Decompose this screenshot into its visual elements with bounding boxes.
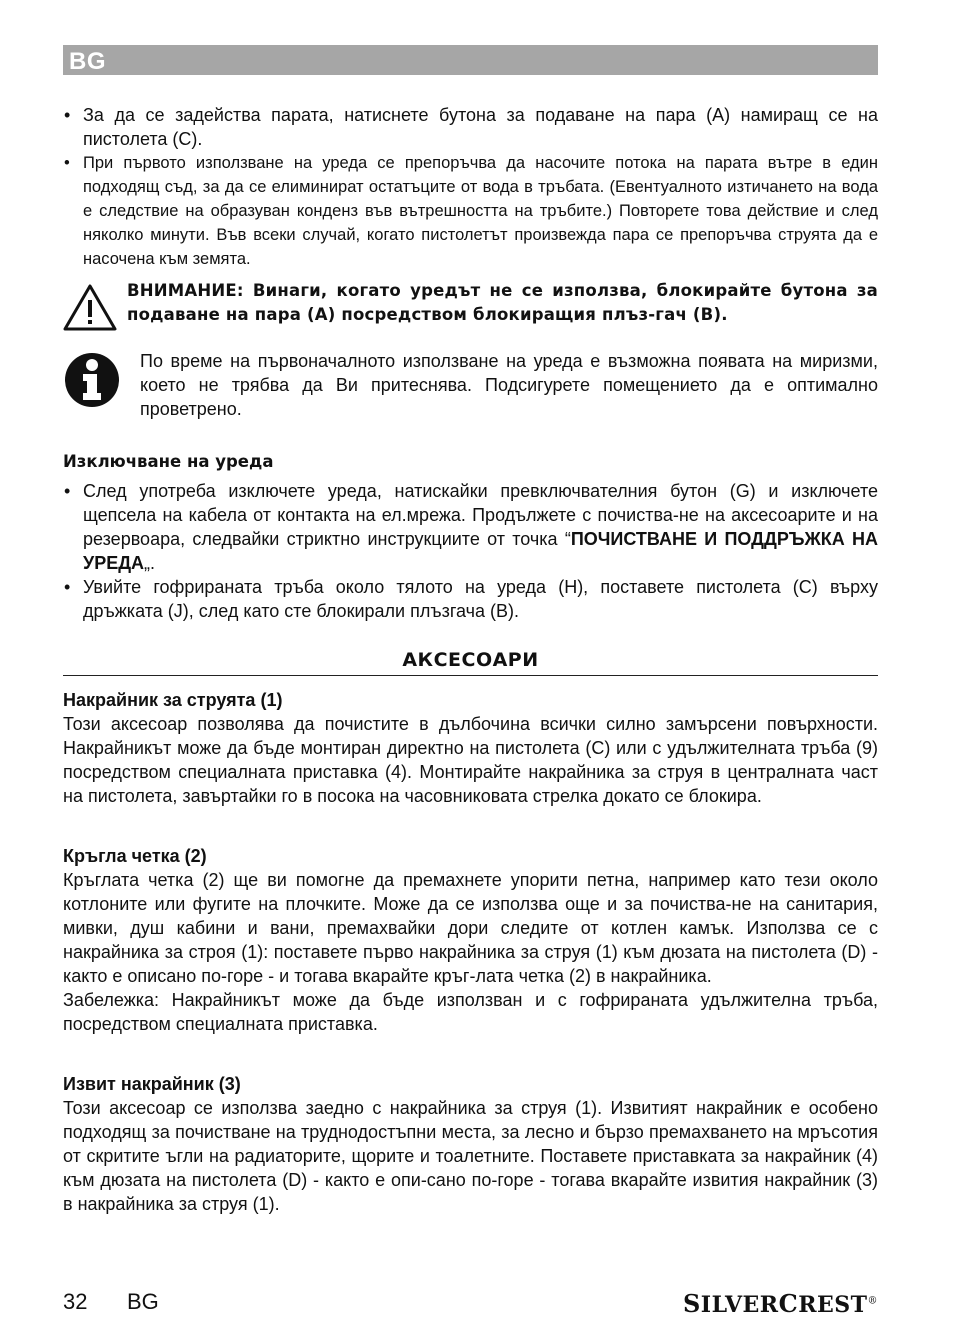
intro-bullet-2: • При първото използване на уреда се препоръчва да насочите потока на парата вътре в един подходящ съд, за да се елиминират остатъците от вода в тръбата. (Евентуалното изтичането на вода е следствие на образуван конденз във вътрешността на тръбите.) Повторете това действие и след няколко минути. Във всеки случай, когато пистолетът произвежда пара се препоръчва струята да е насочена към земята. (63, 151, 878, 271)
accessory-text-round-brush: Кръглата четка (2) ще ви помогне да премахнете упорити петна, например като тези около котлоните или фугите на плочките. Може да се използва още и за почиства-не на санитария, мивки, душ кабини и вани, премахвайки дори следите от котлен камък. Използва се с накрайника за строя (1): поставете първо накрайника за струя (1) към дюзата на пистолета (D) - както е описано по-горе - и тогава вкарайте кръг-лата четка (2) в накрайника. (63, 870, 878, 986)
language-tag: BG (69, 48, 106, 75)
switch-off-bullet-1-text: След употреба изключете уреда, натискайки превключвателния бутон (G) и изключете щепсела на кабела от контакта на ел.мрежа. Продължете с почиства-не на аксесоарите и на резервоара, следвайки стриктно инструкциите от точка “ (83, 481, 878, 549)
footer-lang-code: BG (127, 1289, 159, 1314)
warning-triangle-icon (63, 283, 117, 331)
info-note (63, 349, 878, 421)
accessory-text-jet-nozzle: Този аксесоар позволява да почистите в дълбочина всички силно замърсени повърхности. Накрайникът може да бъде монтиран директно на пистолета (C) или с удължителната тръба (9) посредством специалната приставка (4). Монтирайте накрайника за струя в централната част на пистолета, завъртайки го в посока на часовниковата стрелка докато се блокира. (63, 714, 878, 806)
intro-bullet-1: • За да се задейства парата, натиснете бутона за подаване на пара (A) намиращ се на пистолета (C). (63, 103, 878, 151)
warning-note (63, 279, 878, 339)
switch-off-bullet-1 (63, 479, 878, 575)
accessory-note-round-brush: Забележка: Накрайникът може да бъде използван и с гофрираната удължителна тръба, посредством специалната приставка. (63, 990, 878, 1034)
page-number: 32 (63, 1289, 88, 1314)
accessory-title-jet-nozzle: Накрайник за струята (1) (63, 690, 283, 710)
silvercrest-logo: SILVERCREST® (682, 1289, 878, 1318)
accessory-title-round-brush: Кръгла четка (2) (63, 846, 207, 866)
info-text: По време на първоначалното използване на уреда е възможна появата на миризми, което не трябва да Ви притеснява. Подсигурете помещението да е оптимално проветрено. (140, 351, 878, 419)
switch-off-heading: Изключване на уреда (63, 452, 274, 471)
switch-off-bullet-1-end: „. (144, 553, 156, 573)
warning-text: ВНИМАНИЕ: Винаги, когато уредът не се използва, блокирайте бутона за подаване на пара (A) посредством блокиращия плъз-гач (B). (127, 281, 878, 324)
accessory-title-curved-nozzle: Извит накрайник (3) (63, 1074, 241, 1094)
cross-reference-bold: ПОЧИСТВАНЕ И ПОДДРЪЖКА НА УРЕДА (83, 529, 878, 573)
accessories-heading: АКСЕСОАРИ (63, 649, 878, 676)
page-content (63, 103, 878, 1216)
info-icon (63, 351, 121, 409)
page-footer (63, 1287, 878, 1319)
switch-off-bullet-2: • Увийте гофрираната тръба около тялото на уреда (H), поставете пистолета (C) върху дръжката (J), след като сте блокирали плъзгача (B). (63, 575, 878, 623)
accessory-text-curved-nozzle: Този аксесоар се използва заедно с накрайника за струя (1). Извитият накрайник е особено подходящ за почистване на труднодостъпни места, за лесно и бързо премахването на мръсотия от скритите ъгли на радиаторите, щорите и тоалетните. Поставете приставката за накрайник (4) към дюзата на пистолета (D) - както е опи-сано по-горе - тогава вкарайте извития накрайник (3) в накрайника за струя (1). (63, 1098, 878, 1214)
language-header-bar (63, 45, 878, 75)
